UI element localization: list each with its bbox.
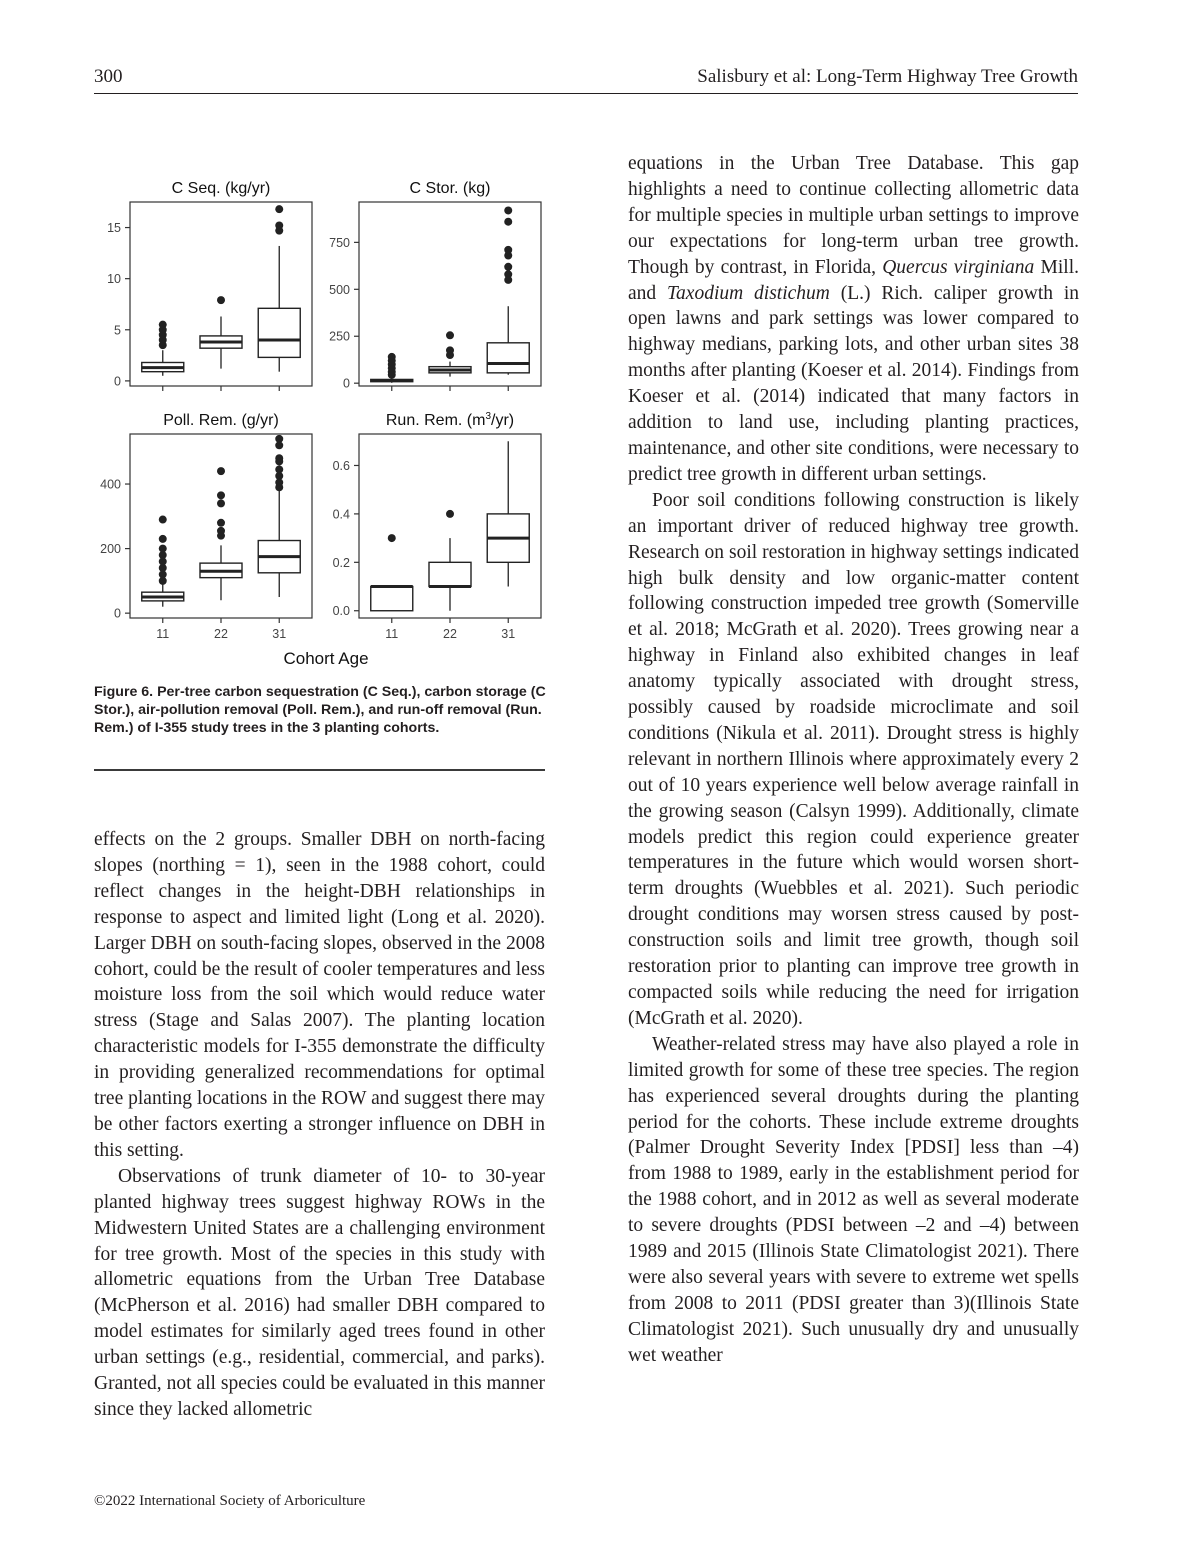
panel-title-text: Run. Rem. (m	[385, 412, 486, 429]
box	[371, 587, 413, 611]
y-tick-label: 0.2	[332, 555, 350, 570]
outlier-point	[217, 467, 225, 475]
panel-title-superscript: 3	[485, 411, 492, 422]
outlier-point	[504, 263, 512, 271]
y-tick-label: 200	[100, 542, 121, 557]
paragraph: effects on the 2 groups. Smaller DBH on north-facing slopes (northing = 1), seen in the 1988 cohort, could reflect changes in the height-DBH relationships in response to aspect and limited light (Long et al. 2020). Larger DBH on south-facing slopes, observed in the 2008 cohort, could be the result of cooler temperatures and less moisture loss from the soil which would reduce water stress (Stage and Salas 2007). The planting location characteristic models for I-355 demonstrate the difficulty in providing generalized recommendations for optimal tree planting locations in the ROW and suggest there may be other factors exerting a stronger influence on DBH in this setting.	[94, 829, 545, 1161]
text-run: Mill. and	[628, 256, 1079, 304]
outlier-point	[159, 516, 167, 524]
outlier-point	[275, 205, 283, 213]
x-tick-label: 31	[501, 627, 516, 641]
y-tick-label: 0	[114, 606, 121, 621]
y-tick-label: 10	[107, 272, 121, 287]
paragraph	[628, 151, 1079, 488]
outlier-point	[275, 222, 283, 230]
body-column-right	[628, 151, 1079, 1369]
page-number: 300	[94, 66, 123, 87]
box	[429, 562, 471, 586]
y-tick-label: 750	[329, 235, 350, 250]
outlier-point	[217, 499, 225, 507]
outlier-point	[388, 353, 396, 361]
outlier-point	[159, 321, 167, 329]
boxplot-figure	[94, 170, 549, 675]
outlier-point	[217, 519, 225, 527]
outlier-point	[504, 206, 512, 214]
outlier-point	[446, 346, 454, 354]
text-run: (L.) Rich. caliper growth in open lawns and park settings was lower compared to highway medians, parking lots, and other urban sites 38 months after planting (Koeser et al. 2014). Findings from Koeser et al. (2014) indicated that many factors in addition to land use, including planting practices, maintenance, and other site conditions, were necessary to predict tree growth in different urban settings.	[628, 282, 1080, 485]
x-tick-label: 22	[443, 627, 457, 641]
outlier-point	[275, 454, 283, 462]
y-tick-label: 0	[343, 376, 350, 391]
outlier-point	[446, 510, 454, 518]
x-tick-label: 31	[272, 627, 287, 641]
x-tick-label: 11	[156, 627, 170, 641]
y-tick-label: 0.4	[332, 507, 350, 522]
outlier-point	[504, 246, 512, 254]
outlier-point	[159, 535, 167, 543]
panel-title-text: /yr)	[491, 412, 515, 429]
figure-caption: Figure 6. Per-tree carbon sequestration (C Seq.), carbon storage (C Stor.), air-pollution removal (Poll. Rem.), and run-off removal (Run. Rem.) of I-355 study trees in the 3 planting cohorts.	[94, 684, 546, 736]
outlier-point	[217, 491, 225, 499]
panel-title	[386, 411, 514, 429]
figure-6	[94, 170, 549, 675]
x-tick-label: 22	[214, 627, 228, 641]
y-tick-label: 0.0	[332, 604, 350, 619]
outlier-point	[388, 534, 396, 542]
outlier-point	[217, 296, 225, 304]
panel-title: C Seq. (kg/yr)	[171, 180, 271, 197]
copyright-footer: ©2022 International Society of Arboriculture	[94, 1493, 366, 1509]
outlier-point	[275, 435, 283, 443]
box	[258, 308, 300, 357]
y-tick-label: 15	[107, 221, 121, 236]
y-tick-label: 400	[100, 477, 121, 492]
y-tick-label: 0	[114, 374, 121, 389]
outlier-point	[159, 545, 167, 553]
outlier-point	[446, 331, 454, 339]
y-tick-label: 0.6	[332, 458, 350, 473]
outlier-point	[217, 527, 225, 535]
box	[487, 343, 529, 373]
y-tick-label: 250	[329, 329, 350, 344]
paragraph: Poor soil conditions following construction is likely an important driver of reduced highway tree growth. Research on soil restoration in highway settings indicated high bulk density and low organic-matter content following construction impeded tree growth (Somerville et al. 2018; McGrath et al. 2020). Trees growing near a highway in Finland also exhibited changes in leaf anatomy typically associated with drought stress, possibly caused by roadside microclimate and soil conditions (Nikula et al. 2011). Drought stress is highly relevant in northern Illinois where approximately every 2 out of 10 years experience well below average rainfall in the growing season (Calsyn 1999). Additionally, climate models predict this region could experience greater temperatures in the future which would worsen short-term droughts (Wuebbles et al. 2021). Such periodic drought conditions may worsen stress caused by post-construction soils and limit tree growth, though soil restoration prior to planting can improve tree growth in compacted soils while reducing the need for irrigation (McGrath et al. 2020).	[628, 489, 1079, 1029]
panel-title: Poll. Rem. (g/yr)	[163, 412, 279, 429]
outlier-point	[504, 218, 512, 226]
outlier-point	[504, 270, 512, 278]
paragraph: Observations of trunk diameter of 10- to 30-year planted highway trees suggest highway ROWs in the Midwestern United States are a challenging environment for tree growth. Most of the species in this study with allometric equations from the Urban Tree Database (McPherson et al. 2016) had smaller DBH compared to model estimates for similarly aged trees found in other urban settings (e.g., residential, commercial, and parks). Granted, not all species could be evaluated in this manner since they lacked allometric	[94, 1165, 545, 1420]
text-run: equations in the Urban Tree Database. This gap highlights a need to continue collecting allometric data for multiple species in multiple urban settings to improve our expectations for long-term urban tree growth. Though by contrast, in Florida,	[628, 153, 1079, 278]
species-name: Taxodium distichum	[667, 282, 830, 304]
body-column-left	[94, 827, 545, 1423]
x-tick-label: 11	[385, 627, 399, 641]
running-title: Salisbury et al: Long-Term Highway Tree Growth	[697, 66, 1078, 87]
paragraph: Weather-related stress may have also played a role in limited growth for some of these tree species. The region has experienced several droughts during the planting period for the cohorts. These include extreme droughts (Palmer Drought Severity Index [PDSI] less than –4) from 1988 to 1989, early in the establishment period for the 1988 cohort, and in 2012 as well as several moderate to severe droughts (PDSI between –2 and –4) between 1989 and 2015 (Illinois State Climatologist 2021). There were also several years with severe to extreme wet spells from 2008 to 2011 (PDSI greater than 3)(Illinois State Climatologist 2021). Such unusually dry and unusually wet weather	[628, 1033, 1079, 1366]
y-tick-label: 5	[114, 323, 121, 338]
caption-rule	[94, 769, 545, 771]
y-tick-label: 500	[329, 282, 350, 297]
x-axis-title: Cohort Age	[283, 649, 369, 668]
panel-title: C Stor. (kg)	[409, 180, 491, 197]
outlier-point	[275, 466, 283, 474]
header-rule	[94, 93, 1078, 94]
species-name: Quercus virginiana	[882, 256, 1035, 278]
